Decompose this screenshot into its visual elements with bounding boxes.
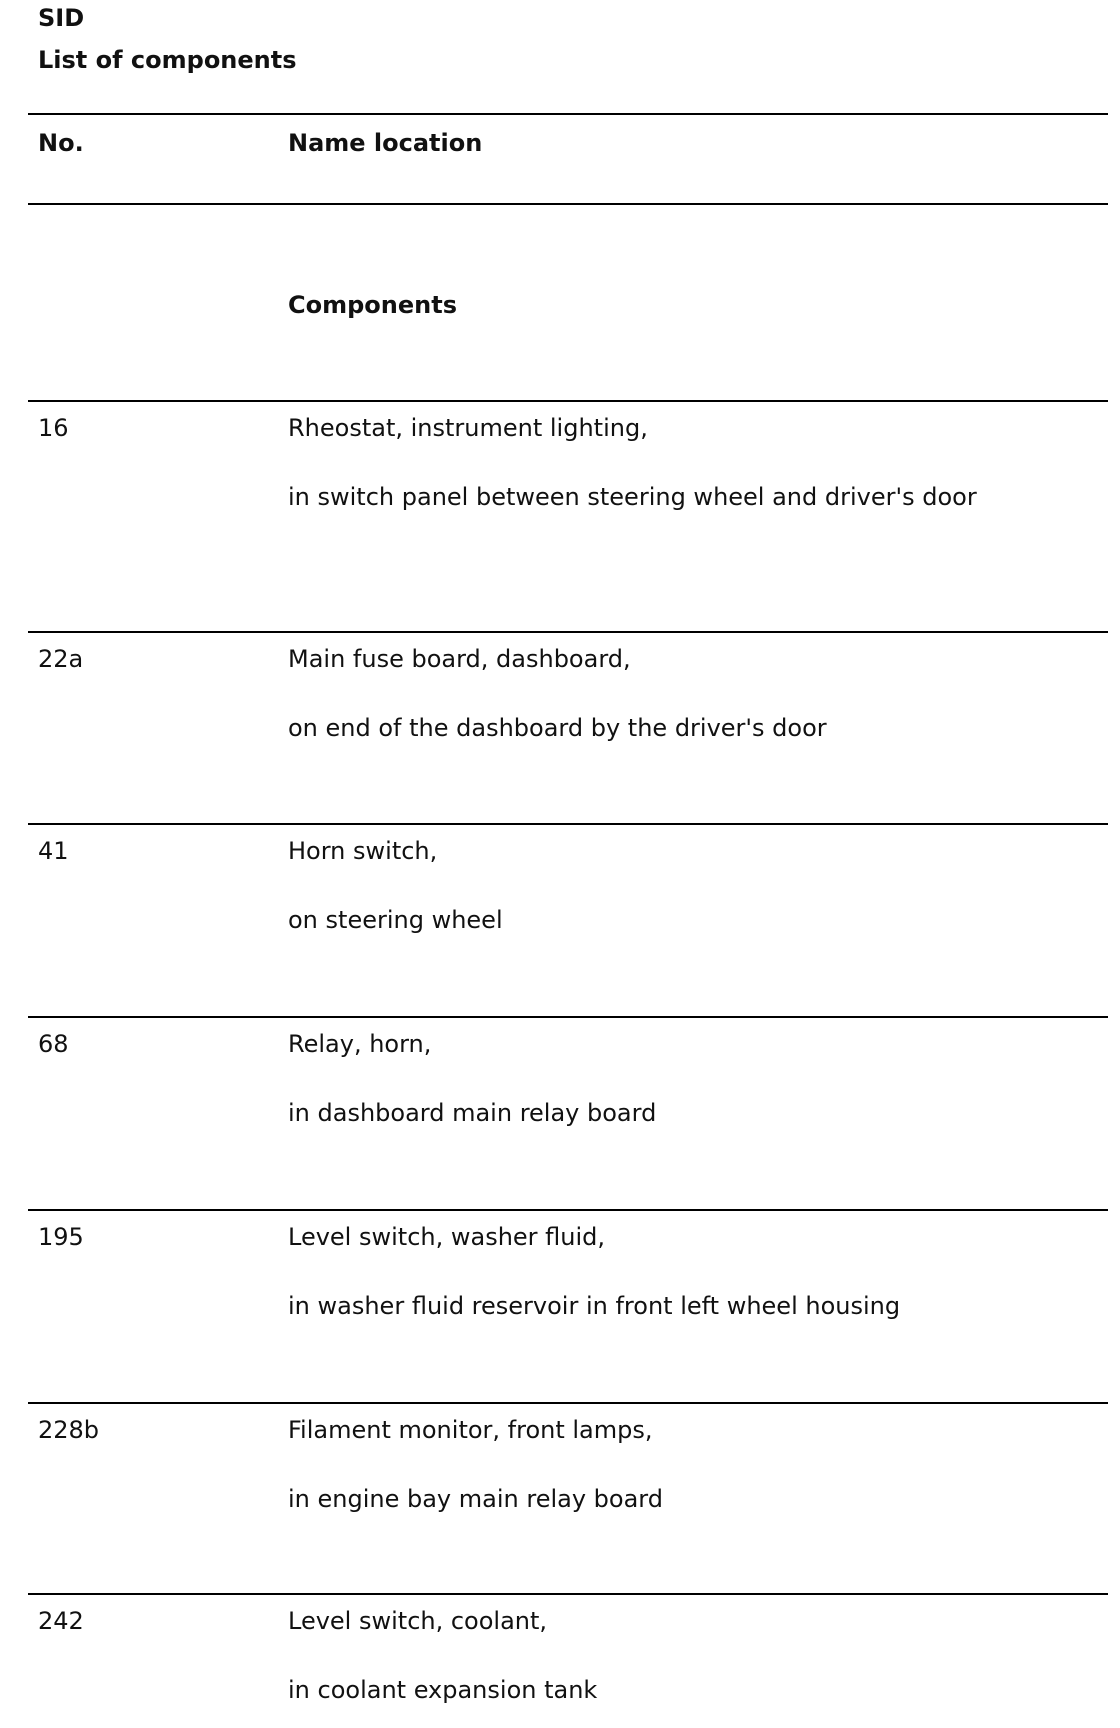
section-heading: Components [288,291,457,319]
row-component-location: on end of the dashboard by the driver's door [288,714,827,742]
row-number: 228b [38,1416,100,1444]
row-number: 68 [38,1030,69,1058]
row-divider [28,400,1108,402]
row-component-name: Horn switch, [288,837,438,865]
row-component-name: Main fuse board, dashboard, [288,645,631,673]
row-component-location: on steering wheel [288,906,503,934]
row-divider [28,1402,1108,1404]
header-bottom-rule [28,203,1108,205]
row-number: 195 [38,1223,84,1251]
row-component-name: Level switch, washer fluid, [288,1223,606,1251]
row-component-location: in washer fluid reservoir in front left wheel housing [288,1292,901,1320]
row-component-location: in switch panel between steering wheel and driver's door [288,483,977,511]
row-number: 16 [38,414,69,442]
row-component-name: Rheostat, instrument lighting, [288,414,648,442]
row-number: 22a [38,645,84,673]
document-title: List of components [38,46,297,74]
row-component-location: in engine bay main relay board [288,1485,663,1513]
row-divider [28,631,1108,633]
row-component-name: Filament monitor, front lamps, [288,1416,653,1444]
row-divider [28,1016,1108,1018]
column-header-name-location: Name location [288,129,483,157]
row-divider [28,1209,1108,1211]
row-component-name: Relay, horn, [288,1030,432,1058]
row-divider [28,823,1108,825]
table-top-rule [28,113,1108,115]
column-header-no: No. [38,129,84,157]
row-number: 242 [38,1607,84,1635]
row-component-location: in dashboard main relay board [288,1099,657,1127]
document-code: SID [38,4,85,32]
row-component-name: Level switch, coolant, [288,1607,548,1635]
row-component-location: in coolant expansion tank [288,1676,598,1704]
row-number: 41 [38,837,69,865]
row-divider [28,1593,1108,1595]
